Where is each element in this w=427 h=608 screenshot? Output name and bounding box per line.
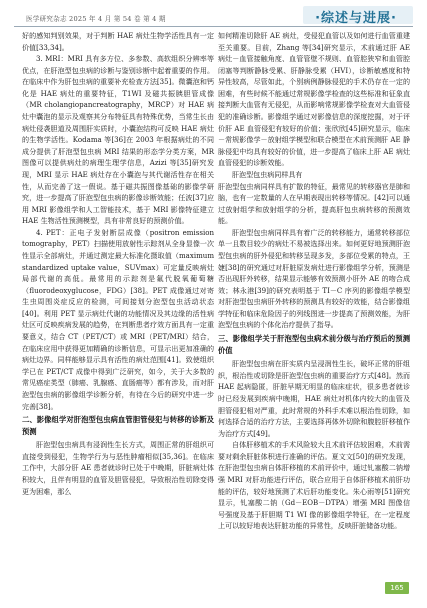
paragraph: 肝泡型包虫病同样具有着广泛的转移能力，通常转移部位单一且数目较少的病灶不易被选择出来。如何更好地预测肝泡型包虫病的肝外侵犯和转移呈现多发，多部位受累的特点，王婕[38]的研究通过对肝脏原发病灶进行影像组学分析，预测是否出现肝外转移，结果显示能够有效预测小肝外 AE 的吻合成效；林永港[39]的研究表明基于 TI－C 序列的影像组学模型对肝泡型包虫病肝外转移的预测具有较好的效能，结合影像组学特征和临床危险因子的列线图进一步提高了预测效能，为肝泡型包虫病的个体化治疗提供了指导。 (218, 227, 410, 330)
paragraph: 肝泡型包虫病同样具有 (232, 169, 303, 179)
journal-info: 医学研究杂志 2025 年 4 月 第 54 卷 第 4 期 (26, 15, 166, 23)
page-number: 165 (385, 582, 409, 594)
paragraph: 肝泡型包虫病在肝实质内呈浸润性生长，破坏正常的肝组织，根治性或切除是肝泡型包虫病的重要治疗方式[48]。然而 HAE 起病隐匿，肝脏早期无明显的临床症状，很多患者就诊时已经发展到疾病中晚期，HAE 病灶对机体内较大的血管及胆管侵犯相对严重，此时常规的外科手术难以根治性切除，如何选择合适的治疗方法，主要选择再体外切除和腹腔肝移植作为治疗方式[49]。 (218, 359, 410, 438)
paragraph: 好的感知判别效果，对于判断 HAE 病灶生物学活性具有一定价值[33,34]。 (22, 31, 214, 52)
paragraph: 自体肝移植术的手术风险较大且术前评估较困难，术前需要对剩余肝脏体积进行准确的评估。夏文文[50]的研究发现，在肝泡型包虫病自体肝移植的术前评价中，通过钆塞酸二钠增强 MRI 对肝功能进行评估，联合应用于自体肝移植术前肝功能的评估，较好地预测了术后肝功能变化。朱心雨等[51]研究显示，钆塞酸二钠（Gd－EOB－DTPA）增强 MRI 图像信号强度及基于肝胆期 T1 WI 像的影像组学特征，在一定程度上可以较好地表达肝脏功能的异常性，反映肝脏储备功能。 (218, 440, 410, 531)
right-column (218, 30, 410, 532)
paragraph: 肝泡型包虫病具有浸润性生长方式，周围正常的肝组织可直接受到侵犯，生物学行为与恶性肿瘤相似[35,36]。在临床工作中，大部分肝 AE 患者就诊时已处于中晚期，肝脏病灶体积较大，且伴有明显的血管及胆管侵犯，导致根治性切除变得更为困难，那么 (22, 440, 214, 496)
section-heading: 三、影像组学关于肝泡型包虫病术前分级与治疗预后的预测价值 (218, 334, 410, 355)
page-header (14, 6, 413, 27)
section-title: ·综述与进展· (315, 11, 397, 26)
paragraph: 4. PET：正电子发射断层成像（positron emission tomography，PET）扫描使用放射性示踪剂从全身显像一次性显示全部病灶，并通过测定最大标准化摄取值（maximum standardized uptake value，SUVmax）可定量反映病灶局部代谢的高低。最常用的示踪剂是氟代脱氧葡萄糖（fluorodeoxyglucose，FDG）[38]。PET 成像通过对寄生虫周围炎症反应的检测，可间接划分泡型包虫活动状态[40]。利用 PET 显示病灶代谢的功能情况及其边缘的活性病灶区可反映疾病发展的趋势，在判断患者疗效方面具有一定重要意义，结合 CT（PET/CT）或 MRI（PET/MRI）结合，在临床应用中获得更加精确的诊断信息，可显示出更加准确的病灶边界。同样能够显示具有活性的病灶范围[41]。致使组织学已在 PET/CT 成像中得到广泛研究，如今，关于大多数的常见癌症类型（肺癌、乳腺癌、直肠癌等）都有涉及，而对肝泡型包虫病的影像组学诊断分析，有待在今后的研究中进一步完善[38]。 (22, 227, 214, 411)
paragraph: 3. MRI：MRI 具有多方位、多参数、高软组织分辨率等优点，在肝泡型包虫病的诊断与鉴别诊断中起着重要的作用。在临床中作为肝包虫病的重要补充检查方法[35]。微囊泡和钙化是 HAE 病灶的重要特征，T1WI 及磁共振胰胆管成像（MR cholangiopancreatography，MRCP）对 HAE 病灶中囊泡的显示及观察其分布特征具有特殊优势，当常生长由病灶侵袭胆道及周围肝实质时，小囊泡结构可反映 HAE 病灶的生物学活性。Kodama 等[36]在 2003 年根据病灶的不同成分提供了肝泡型包虫病 MRI 结果的形态学分类方案，MR 图像可以提供病灶的病理生理学信息，Azizi 等[35]研究发现，MRI 显示 HAE 病灶存在小囊泡与其代谢活性存在相关性，从而完善了这一假说。基于磁共振图像基础的影像学研究，进一步提高了肝泡型包虫病的影像诊断效能；任波[37]应用 MRI 影像组学和人工智能技术，基于 MRI 影像特征建立 HAE 生物活性预测模型，具有非常良好的预测价值。 (22, 54, 214, 226)
paragraph: 肝泡型包虫病同样具有扩散的特征，最常见的转移器官是肺和脑，也有一定数量的人在早期表现出转移等情况。[42]可以通过放射组学和放射组学的分析，提高肝包虫病转移的预测效能。 (218, 181, 410, 226)
section-badge (303, 6, 413, 24)
left-column (22, 30, 214, 497)
paragraph: 如何精准切除肝 AE 病灶，受侵犯血管以及如何进行血管重建至关重要。目前，Zhang 等[34]研究显示，术前通过肝 AE 病灶－血管接触角度、血管管壁不规则、血管腔狭窄和血管腔闭塞等判断静脉受累、肝静脉受累（HVI），诊断敏感度和特异性较高，尽管如此，个别病例静脉侵犯的手术仍存在一定的困难，有些时候不能通过常规影像学检查的这些标准和征象直接判断大血管有无侵犯，从而影响常规影像学检查对大血管侵犯的准确诊断。影像组学通过对影像信息的深度挖掘，对于评价肝 AE 血管侵犯有较好的价值；张欣欣[45]研究显示，临床－常规影像学－放射组学模型和联合模型在术前预测肝 AE 静脉侵犯中均具有较好的价值，进一步提高了临床上肝 AE 病灶血管侵犯的诊断效能。 (218, 31, 410, 168)
section-heading: 二、影像组学对肝泡型包虫病血管胆管侵犯与转移的诊断及预测 (22, 415, 214, 436)
